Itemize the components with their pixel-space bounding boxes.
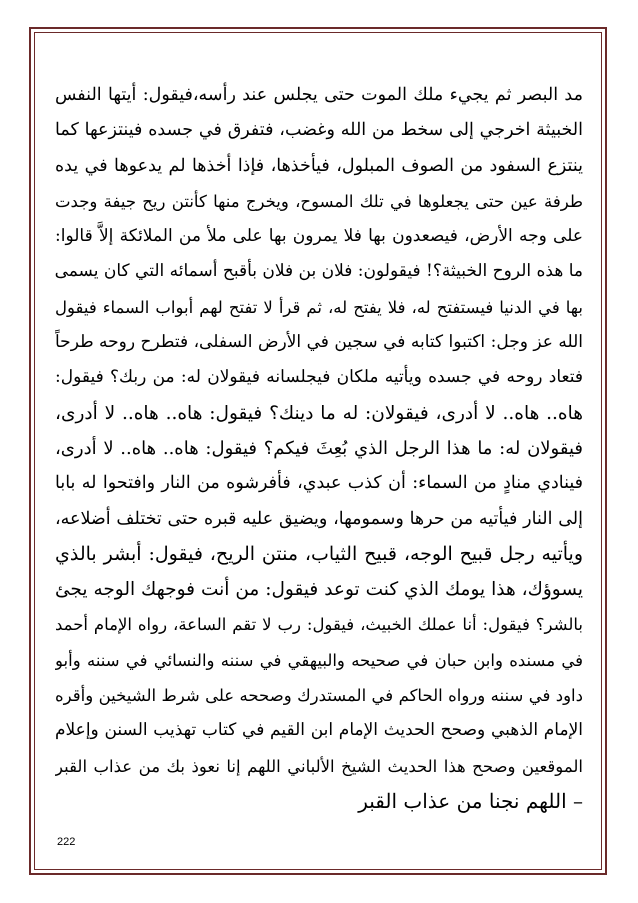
text-line: داود في سننه ورواه الحاكم في المستدرك وصححه على شرط الشيخين وأقره [55, 686, 583, 706]
text-line-last: – اللهم نجنا من عذاب القبر [358, 788, 583, 813]
text-line: ما هذه الروح الخبيثة؟! فيقولون: فلان بن فلان بأقبح أسمائه التي كان يسمى [55, 261, 583, 282]
text-line: الخبيثة اخرجي إلى سخط من الله وغضب، فتفرق في جسده فينتزعها كما [55, 120, 583, 141]
text-line: بها في الدنيا فيستفتح له، فلا يفتح له، ثم قرأ لا تفتح لهم أبواب السماء فيقول [55, 297, 583, 317]
text-line: فيقولان له: ما هذا الرجل الذي بُعِثَ فيكم؟ فيقول: هاه.. هاه.. لا أدرى، [55, 437, 583, 459]
text-line: الله عز وجل: اكتبوا كتابه في سجين في الأرض السفلى، فتطرح روحه طرحاً [55, 332, 583, 353]
text-line: فينادي منادٍ من السماء: أن كذب عبدي، فأفرشوه من النار وافتحوا له بابا [55, 473, 583, 494]
text-line: ينتزع السفود من الصوف المبلول، فيأخذها، فإذا أخذها لم يدعوها في يده [55, 155, 583, 176]
text-line: مد البصر ثم يجيء ملك الموت حتى يجلس عند رأسه،فيقول: أيتها النفس [55, 85, 583, 105]
text-line: فتعاد روحه في جسده ويأتيه ملكان فيجلسانه فيقولان له: من ربك؟ فيقول: [55, 367, 583, 388]
page-number: 222 [57, 836, 76, 848]
text-line: هاه.. هاه.. لا أدرى، فيقولان: له ما دينك؟ فيقول: هاه.. هاه.. لا أدرى، [55, 402, 583, 424]
text-line: على وجه الأرض، فيصعدون بها فلا يمرون بها على ملأ من الملائكة إلاَّ قالوا: [55, 226, 583, 247]
text-line: في مسنده وابن حبان في صحيحه والبيهقي في سننه والنسائي في سننه وأبو [55, 650, 583, 670]
text-line: الإمام الذهبي وصحح الحديث الإمام ابن القيم في كتاب تهذيب السنن وإعلام [55, 720, 583, 741]
text-line: الموقعين وصحح هذا الحديث الشيخ الألباني اللهم إنا نعوذ بك من عذاب القبر [55, 756, 583, 776]
body-text [55, 78, 583, 819]
text-line: يسوؤك، هذا يومك الذي كنت توعد فيقول: من أنت فوجهك الوجه يجئ [55, 579, 583, 601]
text-line: إلى النار فيأتيه من حرها وسمومها، ويضيق عليه قبره حتى تختلف أضلاعه، [55, 508, 583, 529]
text-line: ويأتيه رجل قبيح الوجه، قبيح الثياب، منتن الريح، فيقول: أبشر بالذي [55, 542, 583, 565]
text-line: بالشر؟ فيقول: أنا عملك الخبيث، فيقول: رب لا تقم الساعة، رواه الإمام أحمد [55, 615, 583, 635]
text-line: طرفة عين حتى يجعلوها في تلك المسوح، ويخرج منها كأنتن ريح جيفة وجدت [55, 191, 583, 211]
